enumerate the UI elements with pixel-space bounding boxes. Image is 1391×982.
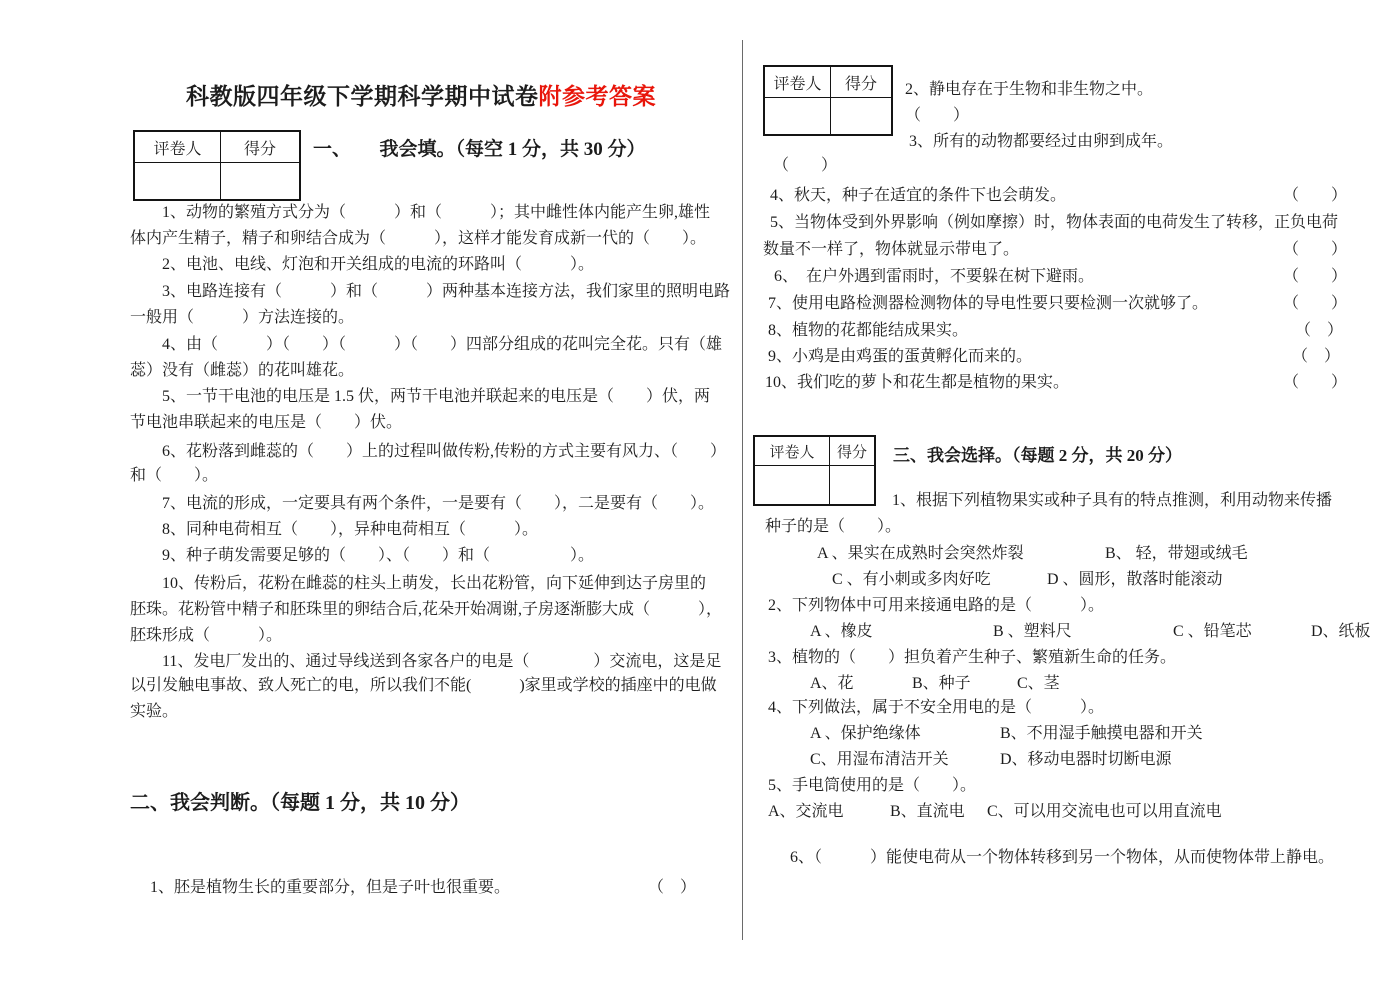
choice-q1-option-c: C 、有小刺或多肉好吃 xyxy=(832,571,991,588)
choice-q2-text: 2、下列物体中可用来接通电路的是（ ）。 xyxy=(768,597,1105,614)
choice-q2-option-d: D、纸板 xyxy=(1311,623,1371,640)
choice-q3-text: 3、植物的（ ）担负着产生种子、繁殖新生命的任务。 xyxy=(768,649,1177,666)
fill-line: 10、传粉后，花粉在雌蕊的柱头上萌发，长出花粉管，向下延伸到达子房里的 xyxy=(130,575,707,592)
judge-row xyxy=(774,267,1347,287)
answer-blank: （ ） xyxy=(1282,268,1347,285)
answer-blank: （ ） xyxy=(1282,241,1347,258)
grader-score-box-3 xyxy=(753,435,876,506)
score-label: 得分 xyxy=(221,131,301,163)
choice-q1-line1: 1、根据下列植物果实或种子具有的特点推测，利用动物来传播 xyxy=(892,492,1333,509)
answer-blank: （ ） xyxy=(1282,295,1347,312)
fill-line: 11、发电厂发出的、通过导线送到各家各户的电是（ ）交流电，这是足 xyxy=(130,653,722,670)
examiner-label: 评卷人 xyxy=(134,131,221,163)
fill-line: 4、由（ ）（ ）（ ）（ ）四部分组成的花叫完全花。只有（雄 xyxy=(130,336,723,353)
judge-row xyxy=(770,213,1347,233)
choice-q4-option-c: C、用湿布清洁开关 xyxy=(810,751,949,768)
judge-q1-text: 1、胚是植物生长的重要部分，但是子叶也很重要。 xyxy=(150,879,511,896)
section-choice-heading: 三、我会选择。（每题 2 分，共 20 分） xyxy=(893,446,1182,465)
score-cell xyxy=(830,466,876,506)
judge-row xyxy=(763,240,1347,260)
examiner-cell xyxy=(134,163,221,201)
fill-line: 以引发触电事故、致人死亡的电，所以我们不能( )家里或学校的插座中的电做 xyxy=(130,677,717,694)
choice-q6-text: 6、（ ）能使电荷从一个物体转移到另一个物体，从而使物体带上静电。 xyxy=(790,849,1335,866)
judge-q5-text-line2: 数量不一样了，物体就显示带电了。 xyxy=(763,241,1020,258)
choice-q4-option-b: B、不用湿手触摸电器和开关 xyxy=(1000,725,1203,742)
judge-q9-text: 9、小鸡是由鸡蛋的蛋黄孵化而来的。 xyxy=(768,348,1033,365)
exam-title-main: 科教版四年级下学期科学期中试卷 xyxy=(186,84,539,109)
judge-q2-text: 2、静电存在于生物和非生物之中。 xyxy=(905,81,1154,98)
judge-row xyxy=(768,294,1347,314)
choice-q1-option-a: A 、果实在成熟时会突然炸裂 xyxy=(817,545,1024,562)
judge-q3-text: 3、所有的动物都要经过由卵到成年。 xyxy=(909,133,1174,150)
score-cell xyxy=(221,163,301,201)
exam-title-answer-suffix: 附参考答案 xyxy=(538,84,656,109)
choice-q5-text: 5、手电筒使用的是（ ）。 xyxy=(768,777,977,794)
choice-q5-option-b: B、直流电 xyxy=(890,803,965,820)
section-fill-heading: 一、 我会填。（每空 1 分，共 30 分） xyxy=(313,139,646,160)
fill-line: 2、电池、电线、灯泡和开关组成的电流的环路叫（ ）。 xyxy=(130,256,595,273)
column-divider xyxy=(742,40,743,940)
fill-line: 一般用（ ）方法连接的。 xyxy=(130,309,355,326)
judge-row xyxy=(770,186,1347,206)
judge-q7-text: 7、使用电路检测器检测物体的导电性要只要检测一次就够了。 xyxy=(768,295,1209,312)
section-judge-heading: 二、我会判断。（每题 1 分，共 10 分） xyxy=(130,792,470,814)
fill-line: 1、动物的繁殖方式分为（ ）和（ ）；其中雌性体内能产生卵,雄性 xyxy=(130,204,711,221)
fill-line: 体内产生精子，精子和卵结合成为（ ），这样才能发育成新一代的（ ）。 xyxy=(130,230,707,247)
fill-line: 和（ ）。 xyxy=(130,467,219,484)
fill-line: 5、一节干电池的电压是 1.5 伏，两节干电池并联起来的电压是（ ）伏，两 xyxy=(130,388,711,405)
choice-q4-text: 4、下列做法，属于不安全用电的是（ ）。 xyxy=(768,699,1105,716)
choice-q3-option-a: A、花 xyxy=(810,675,854,692)
exam-title xyxy=(130,78,712,111)
choice-q2-option-b: B 、塑料尺 xyxy=(993,623,1072,640)
fill-line: 节电池串联起来的电压是（ ）伏。 xyxy=(130,414,403,431)
answer-blank: （ ） xyxy=(1291,348,1340,365)
grader-score-box-2 xyxy=(763,65,893,136)
choice-q1-option-d: D 、圆形，散落时能滚动 xyxy=(1047,571,1223,588)
fill-line: 实验。 xyxy=(130,703,179,720)
judge-q5-text-line1: 5、当物体受到外界影响（例如摩擦）时，物体表面的电荷发生了转移，正负电荷 xyxy=(770,214,1339,231)
fill-line: 6、花粉落到雌蕊的（ ）上的过程叫做传粉,传粉的方式主要有风力、（ ） xyxy=(130,443,727,460)
score-label: 得分 xyxy=(831,66,893,98)
answer-blank: （ ） xyxy=(905,107,970,124)
examiner-cell xyxy=(754,466,830,506)
judge-row xyxy=(768,347,1340,367)
fill-line: 胚珠形成（ ）。 xyxy=(130,627,283,644)
examiner-label: 评卷人 xyxy=(754,436,830,466)
fill-line: 胚珠。花粉管中精子和胚珠里的卵结合后,花朵开始凋谢,子房逐渐膨大成（ ）， xyxy=(130,601,723,618)
answer-blank: （ ） xyxy=(773,157,838,174)
choice-q2-option-a: A 、橡皮 xyxy=(810,623,873,640)
answer-blank: （ ） xyxy=(1282,374,1347,391)
answer-blank: （ ） xyxy=(1294,322,1343,339)
judge-row xyxy=(768,321,1343,341)
fill-line: 8、同种电荷相互（ ），异种电荷相互（ ）。 xyxy=(130,521,539,538)
answer-blank: （ ） xyxy=(1282,187,1347,204)
judge-q6-text: 6、 在户外遇到雷雨时，不要躲在树下避雨。 xyxy=(774,268,1095,285)
fill-line: 3、电路连接有（ ）和（ ）两种基本连接方法，我们家里的照明电路 xyxy=(130,283,731,300)
judge-row xyxy=(765,373,1347,393)
judge-q10-text: 10、我们吃的萝卜和花生都是植物的果实。 xyxy=(765,374,1070,391)
grader-score-box-1 xyxy=(133,130,301,201)
score-label: 得分 xyxy=(830,436,876,466)
judge-q4-text: 4、秋天，种子在适宜的条件下也会萌发。 xyxy=(770,187,1067,204)
choice-q5-option-a: A、交流电 xyxy=(768,803,844,820)
choice-q4-option-a: A 、保护绝缘体 xyxy=(810,725,921,742)
fill-line: 7、电流的形成，一定要具有两个条件，一是要有（ ），二是要有（ ）。 xyxy=(130,495,715,512)
choice-q1-option-b: B、 轻，带翅或绒毛 xyxy=(1105,545,1248,562)
examiner-label: 评卷人 xyxy=(764,66,831,98)
examiner-cell xyxy=(764,98,831,136)
fill-line: 蕊）没有（雌蕊）的花叫雄花。 xyxy=(130,362,355,379)
choice-q1-line2: 种子的是（ ）。 xyxy=(765,518,902,535)
choice-q3-option-b: B、种子 xyxy=(912,675,971,692)
choice-q5-option-c: C、可以用交流电也可以用直流电 xyxy=(987,803,1222,820)
choice-q2-option-c: C 、铅笔芯 xyxy=(1173,623,1252,640)
answer-blank: （ ） xyxy=(647,879,696,896)
score-cell xyxy=(831,98,893,136)
choice-q4-option-d: D、移动电器时切断电源 xyxy=(1000,751,1172,768)
judge-q1-row xyxy=(150,878,696,898)
fill-line: 9、种子萌发需要足够的（ ）、（ ）和（ ）。 xyxy=(130,547,595,564)
choice-q3-option-c: C、茎 xyxy=(1017,675,1060,692)
judge-q8-text: 8、植物的花都能结成果实。 xyxy=(768,322,969,339)
